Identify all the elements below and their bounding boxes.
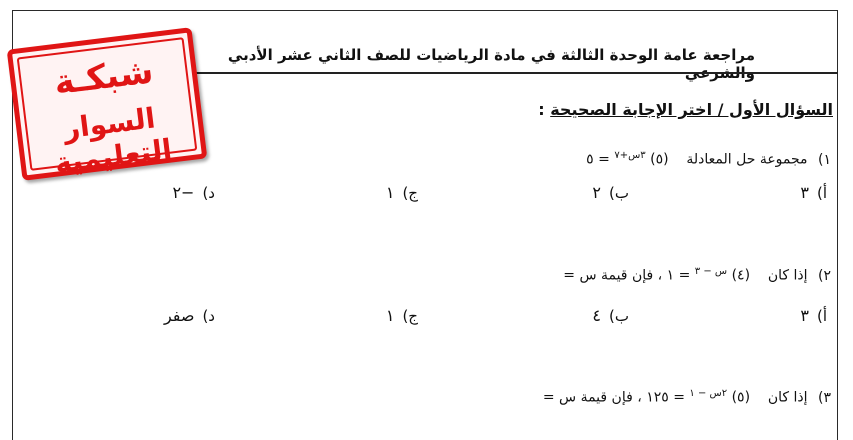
option-letter: ج)	[402, 184, 418, 202]
option-value: صفر	[163, 306, 195, 325]
question-1-option-b[interactable]	[592, 183, 629, 202]
section-heading-colon: :	[538, 100, 551, 119]
question-2-exponent: س − ٣	[694, 266, 728, 277]
question-3-number: ٣)	[818, 389, 831, 406]
stamp-line-1: شبكـة	[51, 51, 156, 104]
question-2-rhs: = ١ ، فإن قيمة س =	[563, 267, 691, 284]
question-2-text: إذا كان	[767, 267, 808, 284]
question-3-exponent: ٢س − ١	[689, 388, 728, 399]
question-2-base: (٤)	[731, 267, 751, 284]
question-2-number: ٢)	[818, 267, 831, 284]
question-1-base: (٥)	[650, 151, 669, 168]
question-3-rhs: = ١٢٥ ، فإن قيمة س =	[542, 389, 685, 406]
option-letter: ب)	[609, 184, 629, 202]
question-1-option-c[interactable]	[386, 183, 418, 202]
option-value: ٢	[592, 183, 602, 202]
option-value: ١	[385, 183, 395, 202]
option-value: ٣	[800, 306, 809, 325]
option-value: ١	[385, 306, 395, 325]
question-3-text: إذا كان	[767, 389, 808, 406]
option-letter: أ)	[816, 307, 827, 325]
stamp-line-2: السوار التعليمية	[53, 101, 174, 180]
question-1	[586, 150, 831, 168]
option-letter: أ)	[816, 184, 827, 202]
question-3-base: (٥)	[731, 389, 751, 406]
option-letter: ج)	[402, 307, 418, 325]
option-letter: د)	[202, 184, 215, 202]
question-1-exponent: ٣س+٧	[614, 150, 646, 161]
question-1-options	[0, 183, 853, 209]
question-1-number: ١)	[818, 151, 831, 168]
option-value: ٣	[800, 183, 809, 202]
question-2-option-a[interactable]	[800, 306, 827, 325]
question-2	[563, 266, 831, 284]
question-2-options	[0, 306, 853, 332]
question-3	[543, 388, 831, 406]
question-1-text: مجموعة حل المعادلة	[686, 151, 808, 168]
option-letter: ب)	[609, 307, 629, 325]
question-2-option-b[interactable]	[592, 306, 629, 325]
question-2-option-c[interactable]	[386, 306, 418, 325]
question-1-option-a[interactable]	[800, 183, 827, 202]
publisher-stamp	[7, 27, 208, 181]
title-underline	[190, 72, 838, 74]
section-heading-text: السؤال الأول / اختر الإجابة الصحيحة	[550, 100, 833, 119]
option-letter: د)	[202, 307, 215, 325]
document-title: مراجعة عامة الوحدة الثالثة في مادة الرياضيات للصف الثاني عشر الأدبي والشرعي	[227, 46, 755, 82]
option-value: −٢	[172, 183, 195, 202]
question-1-rhs: = ٥	[586, 151, 610, 168]
question-1-option-d[interactable]	[172, 183, 215, 202]
section-heading	[538, 100, 833, 119]
option-value: ٤	[592, 306, 602, 325]
question-2-option-d[interactable]	[164, 306, 215, 325]
